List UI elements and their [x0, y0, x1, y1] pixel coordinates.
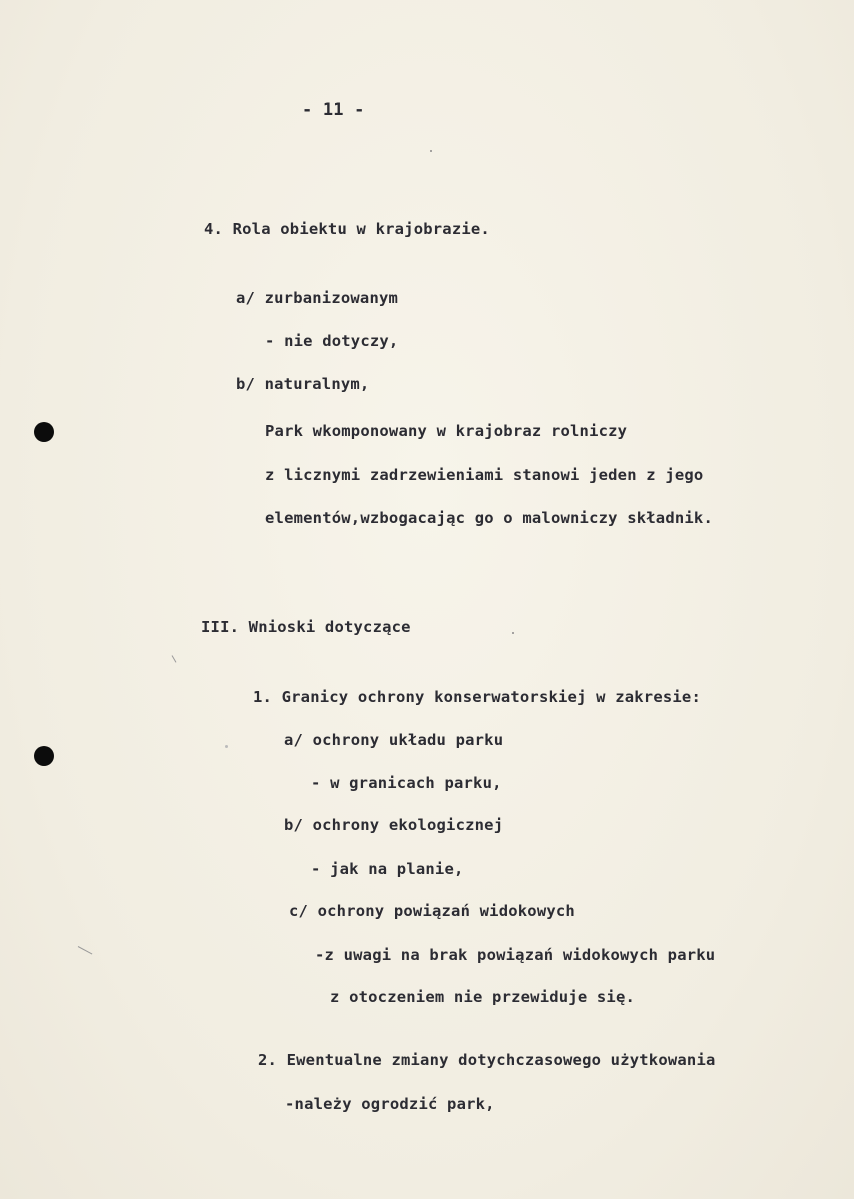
scratch	[78, 946, 93, 954]
section-3-heading: III. Wnioski dotyczące	[201, 618, 411, 636]
speck	[512, 632, 514, 634]
item-b-line-2: z licznymi zadrzewieniami stanowi jeden z jego	[265, 466, 704, 484]
item-b-label: b/ naturalnym,	[236, 375, 370, 393]
punch-hole-bottom	[34, 746, 54, 766]
item-1-heading: 1. Granicy ochrony konserwatorskiej w zakresie:	[253, 688, 701, 706]
section-4-heading: 4. Rola obiektu w krajobrazie.	[204, 220, 490, 238]
item-1-b-label: b/ ochrony ekologicznej	[284, 816, 504, 834]
item-1-a-text: - w granicach parku,	[311, 774, 502, 792]
item-1-c-label: c/ ochrony powiązań widokowych	[289, 902, 575, 920]
scratch	[172, 655, 177, 662]
item-2-heading: 2. Ewentualne zmiany dotychczasowego użytkowania	[258, 1051, 716, 1069]
speck	[430, 150, 432, 152]
speck	[225, 745, 228, 748]
item-1-a-label: a/ ochrony układu parku	[284, 731, 504, 749]
item-b-line-1: Park wkomponowany w krajobraz rolniczy	[265, 422, 628, 440]
item-a-label: a/ zurbanizowanym	[236, 289, 399, 307]
item-a-text: - nie dotyczy,	[265, 332, 399, 350]
item-b-line-3: elementów,wzbogacając go o malowniczy składnik.	[265, 509, 713, 527]
item-1-b-text: - jak na planie,	[311, 860, 464, 878]
item-1-c-text-1: -z uwagi na brak powiązań widokowych parku	[315, 946, 716, 964]
punch-hole-top	[34, 422, 54, 442]
page-number: - 11 -	[302, 100, 365, 120]
item-2-text: -należy ogrodzić park,	[285, 1095, 495, 1113]
item-1-c-text-2: z otoczeniem nie przewiduje się.	[330, 988, 636, 1006]
